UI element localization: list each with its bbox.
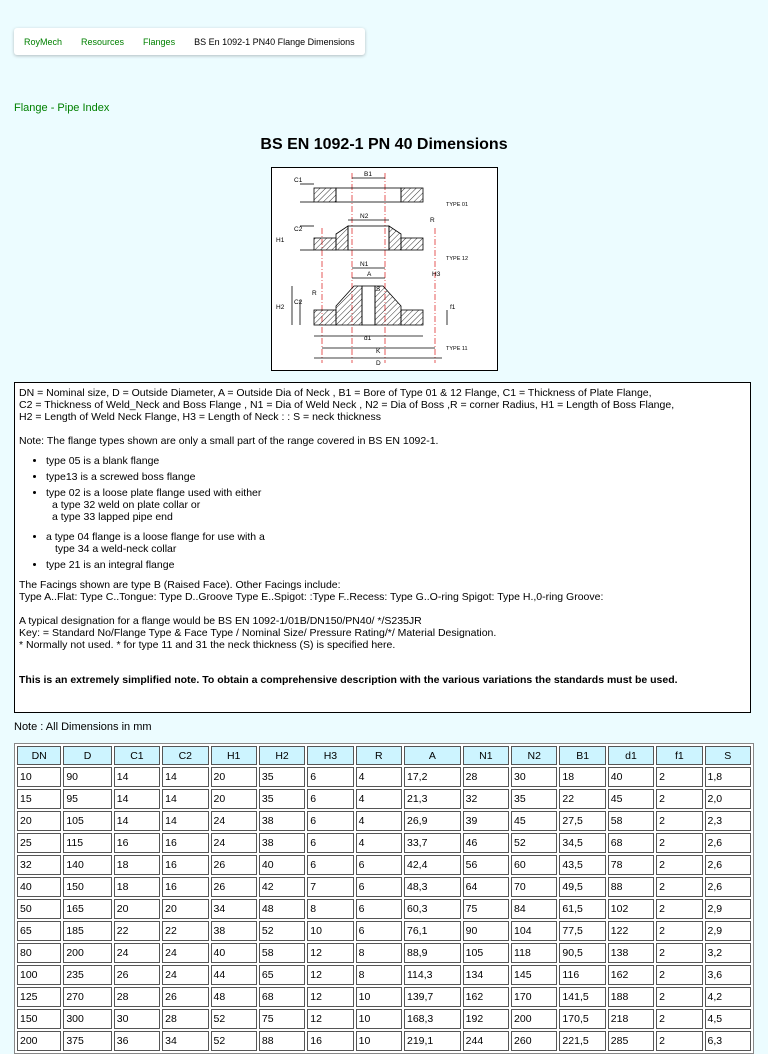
table-cell: 34	[162, 1031, 208, 1051]
table-cell: 42,4	[404, 855, 461, 875]
table-cell: 22	[114, 921, 160, 941]
table-cell: 2	[656, 833, 702, 853]
table-cell: 88	[259, 1031, 305, 1051]
table-cell: 35	[259, 767, 305, 787]
column-header: d1	[608, 746, 654, 765]
table-cell: 20	[211, 767, 257, 787]
table-cell: 40	[211, 943, 257, 963]
table-cell: 150	[63, 877, 111, 897]
dim-label-c2: C2	[294, 226, 303, 233]
table-row	[17, 1009, 751, 1029]
column-header: H3	[307, 746, 353, 765]
table-cell: 26	[114, 965, 160, 985]
table-cell: 105	[463, 943, 509, 963]
table-cell: 20	[211, 789, 257, 809]
table-cell: 2	[656, 943, 702, 963]
table-cell: 49,5	[559, 877, 605, 897]
table-cell: 8	[356, 943, 402, 963]
table-cell: 375	[63, 1031, 111, 1051]
table-cell: 80	[17, 943, 61, 963]
table-cell: 39	[463, 811, 509, 831]
dim-label-a: A	[367, 271, 372, 278]
dim-label-n2: N2	[360, 213, 369, 220]
dim-label-r: R	[430, 217, 435, 224]
column-header: H2	[259, 746, 305, 765]
table-cell: 58	[608, 811, 654, 831]
type-label-12: TYPE 12	[446, 256, 469, 262]
dim-label-h3: H3	[432, 271, 441, 278]
table-cell: 6,3	[705, 1031, 751, 1051]
table-cell: 45	[511, 811, 557, 831]
table-cell: 138	[608, 943, 654, 963]
table-cell: 8	[307, 899, 353, 919]
dim-label-r2: R	[312, 290, 317, 297]
table-cell: 115	[63, 833, 111, 853]
table-cell: 105	[63, 811, 111, 831]
table-cell: 6	[307, 833, 353, 853]
table-cell: 2	[656, 811, 702, 831]
table-cell: 95	[63, 789, 111, 809]
column-header: N2	[511, 746, 557, 765]
table-cell: 35	[259, 789, 305, 809]
table-cell: 6	[356, 877, 402, 897]
table-cell: 150	[17, 1009, 61, 1029]
column-header: B1	[559, 746, 605, 765]
table-cell: 61,5	[559, 899, 605, 919]
table-cell: 20	[162, 899, 208, 919]
facings-list: Type A..Flat: Type C..Tongue: Type D..Groove Type E..Spigot: :Type F..Recess: Type G..O-ring Spigot: Type H.,0-ring Groove:	[19, 591, 604, 603]
table-cell: 10	[307, 921, 353, 941]
table-cell: 170	[511, 987, 557, 1007]
table-cell: 185	[63, 921, 111, 941]
table-cell: 43,5	[559, 855, 605, 875]
table-cell: 12	[307, 943, 353, 963]
table-cell: 145	[511, 965, 557, 985]
table-cell: 2	[656, 767, 702, 787]
table-cell: 139,7	[404, 987, 461, 1007]
table-body	[17, 767, 751, 1051]
table-cell: 68	[259, 987, 305, 1007]
table-cell: 65	[259, 965, 305, 985]
table-cell: 33,7	[404, 833, 461, 853]
definition-line: DN = Nominal size, D = Outside Diameter, A = Outside Dia of Neck , B1 = Bore of Type 01 & 12 Flange, C1 = Thickness of Plate Flange,	[19, 387, 652, 399]
notes-panel	[14, 382, 751, 713]
table-cell: 10	[356, 1009, 402, 1029]
table-cell: 36	[114, 1031, 160, 1051]
table-cell: 221,5	[559, 1031, 605, 1051]
dim-label-b1: B1	[364, 171, 372, 178]
list-item: • a type 04 flange is a loose flange for use with a type 34 a weld-neck collar	[46, 531, 746, 555]
table-cell: 48	[259, 899, 305, 919]
table-cell: 32	[463, 789, 509, 809]
table-cell: 4	[356, 833, 402, 853]
table-cell: 125	[17, 987, 61, 1007]
table-cell: 114,3	[404, 965, 461, 985]
table-cell: 12	[307, 965, 353, 985]
table-cell: 2,6	[705, 833, 751, 853]
designation-key: Key: = Standard No/Flange Type & Face Type / Nominal Size/ Pressure Rating/*/ Material Designation.	[19, 627, 497, 639]
table-cell: 12	[307, 1009, 353, 1029]
column-header: N1	[463, 746, 509, 765]
table-cell: 25	[17, 833, 61, 853]
list-item: • type13 is a screwed boss flange	[46, 471, 746, 483]
table-cell: 141,5	[559, 987, 605, 1007]
table-cell: 2	[656, 1009, 702, 1029]
table-cell: 2	[656, 921, 702, 941]
table-row	[17, 921, 751, 941]
table-cell: 20	[114, 899, 160, 919]
table-row	[17, 987, 751, 1007]
table-cell: 14	[162, 789, 208, 809]
table-cell: 52	[259, 921, 305, 941]
table-row	[17, 877, 751, 897]
table-cell: 52	[511, 833, 557, 853]
table-cell: 30	[511, 767, 557, 787]
table-cell: 24	[211, 811, 257, 831]
table-cell: 14	[162, 811, 208, 831]
table-cell: 52	[211, 1031, 257, 1051]
table-cell: 26	[162, 987, 208, 1007]
table-cell: 40	[259, 855, 305, 875]
table-cell: 60	[511, 855, 557, 875]
table-cell: 48,3	[404, 877, 461, 897]
dim-label-c1: C1	[294, 177, 303, 184]
dim-label-h1: H1	[276, 237, 285, 244]
table-cell: 60,3	[404, 899, 461, 919]
table-cell: 16	[307, 1031, 353, 1051]
table-cell: 6	[307, 789, 353, 809]
table-row	[17, 789, 751, 809]
breadcrumb	[14, 28, 365, 55]
table-cell: 90,5	[559, 943, 605, 963]
dim-label-h2: H2	[276, 304, 285, 311]
dim-label-k: K	[376, 348, 381, 355]
table-cell: 35	[511, 789, 557, 809]
table-cell: 75	[463, 899, 509, 919]
table-row	[17, 833, 751, 853]
breadcrumb-current: BS En 1092-1 PN40 Flange Dimensions	[194, 36, 355, 47]
table-cell: 219,1	[404, 1031, 461, 1051]
table-cell: 24	[211, 833, 257, 853]
table-cell: 10	[356, 987, 402, 1007]
table-cell: 2	[656, 987, 702, 1007]
table-cell: 38	[259, 833, 305, 853]
table-cell: 42	[259, 877, 305, 897]
table-cell: 2	[656, 855, 702, 875]
table-cell: 4	[356, 811, 402, 831]
table-cell: 90	[463, 921, 509, 941]
table-cell: 45	[608, 789, 654, 809]
table-cell: 104	[511, 921, 557, 941]
table-cell: 285	[608, 1031, 654, 1051]
table-cell: 18	[114, 877, 160, 897]
table-cell: 26,9	[404, 811, 461, 831]
flange-drawing	[272, 168, 497, 370]
table-cell: 300	[63, 1009, 111, 1029]
table-row	[17, 899, 751, 919]
table-cell: 28	[162, 1009, 208, 1029]
units-note: Note : All Dimensions in mm	[14, 721, 152, 733]
table-cell: 22	[559, 789, 605, 809]
table-cell: 2,3	[705, 811, 751, 831]
column-header: DN	[17, 746, 61, 765]
table-cell: 52	[211, 1009, 257, 1029]
table-cell: 88,9	[404, 943, 461, 963]
table-cell: 162	[608, 965, 654, 985]
table-cell: 192	[463, 1009, 509, 1029]
table-cell: 40	[17, 877, 61, 897]
table-cell: 188	[608, 987, 654, 1007]
designation-text: A typical designation for a flange would be BS EN 1092-1/01B/DN150/PN40/ */S235JR	[19, 615, 422, 627]
table-row	[17, 965, 751, 985]
table-row	[17, 767, 751, 787]
table-cell: 4	[356, 767, 402, 787]
type-label-01: TYPE 01	[446, 202, 469, 208]
table-cell: 56	[463, 855, 509, 875]
column-header: S	[705, 746, 751, 765]
definition-line: H2 = Length of Weld Neck Flange, H3 = Length of Neck : : S = neck thickness	[19, 411, 381, 423]
table-cell: 32	[17, 855, 61, 875]
table-cell: 7	[307, 877, 353, 897]
table-cell: 58	[259, 943, 305, 963]
column-header: f1	[656, 746, 702, 765]
table-cell: 116	[559, 965, 605, 985]
scope-note: Note: The flange types shown are only a small part of the range covered in BS EN 1092-1.	[19, 435, 439, 447]
column-header: D	[63, 746, 111, 765]
table-cell: 28	[114, 987, 160, 1007]
dim-label-d1: d1	[364, 335, 372, 342]
breadcrumb-link-roymech[interactable]: RoyMech	[24, 36, 63, 47]
table-header-row	[17, 746, 751, 765]
table-row	[17, 811, 751, 831]
table-cell: 235	[63, 965, 111, 985]
table-cell: 64	[463, 877, 509, 897]
table-cell: 168,3	[404, 1009, 461, 1029]
list-item: • type 21 is an integral flange	[46, 559, 746, 571]
table-cell: 118	[511, 943, 557, 963]
table-cell: 30	[114, 1009, 160, 1029]
table-cell: 34,5	[559, 833, 605, 853]
table-cell: 70	[511, 877, 557, 897]
column-header: A	[404, 746, 461, 765]
table-cell: 6	[356, 899, 402, 919]
table-cell: 6	[307, 855, 353, 875]
table-cell: 2,9	[705, 899, 751, 919]
table-cell: 26	[211, 877, 257, 897]
table-cell: 12	[307, 987, 353, 1007]
table-cell: 10	[17, 767, 61, 787]
table-cell: 4,2	[705, 987, 751, 1007]
table-cell: 270	[63, 987, 111, 1007]
table-cell: 2	[656, 965, 702, 985]
table-cell: 6	[307, 811, 353, 831]
table-cell: 2	[656, 1031, 702, 1051]
table-cell: 1,8	[705, 767, 751, 787]
flange-types-list	[19, 455, 746, 523]
table-cell: 46	[463, 833, 509, 853]
dim-label-f1: f1	[450, 304, 456, 311]
table-row	[17, 1031, 751, 1051]
table-cell: 28	[463, 767, 509, 787]
table-cell: 200	[63, 943, 111, 963]
table-cell: 84	[511, 899, 557, 919]
table-cell: 162	[463, 987, 509, 1007]
table-cell: 200	[511, 1009, 557, 1029]
table-cell: 8	[356, 965, 402, 985]
list-item: • type 02 is a loose plate flange used with either a type 32 weld on plate collar or a type 33 lapped pipe end	[46, 487, 746, 523]
dim-label-d: D	[376, 360, 381, 367]
table-cell: 6	[356, 921, 402, 941]
table-cell: 22	[162, 921, 208, 941]
page-title: BS EN 1092-1 PN 40 Dimensions	[260, 136, 508, 153]
table-cell: 44	[211, 965, 257, 985]
table-cell: 100	[17, 965, 61, 985]
table-cell: 14	[162, 767, 208, 787]
table-cell: 2,6	[705, 877, 751, 897]
table-cell: 90	[63, 767, 111, 787]
table-cell: 260	[511, 1031, 557, 1051]
table-cell: 77,5	[559, 921, 605, 941]
table-cell: 6	[307, 767, 353, 787]
table-cell: 88	[608, 877, 654, 897]
column-header: R	[356, 746, 402, 765]
table-cell: 75	[259, 1009, 305, 1029]
table-cell: 14	[114, 789, 160, 809]
table-cell: 140	[63, 855, 111, 875]
table-cell: 68	[608, 833, 654, 853]
table-cell: 16	[114, 833, 160, 853]
table-cell: 14	[114, 767, 160, 787]
table-cell: 18	[559, 767, 605, 787]
breadcrumb-link-resources[interactable]: Resources	[81, 36, 125, 47]
table-cell: 18	[114, 855, 160, 875]
table-cell: 122	[608, 921, 654, 941]
flange-diagram	[271, 167, 498, 371]
table-cell: 170,5	[559, 1009, 605, 1029]
table-cell: 4	[356, 789, 402, 809]
table-cell: 38	[211, 921, 257, 941]
table-cell: 16	[162, 877, 208, 897]
table-cell: 2,0	[705, 789, 751, 809]
table-cell: 38	[259, 811, 305, 831]
table-cell: 24	[162, 965, 208, 985]
dimensions-table	[14, 743, 754, 1054]
table-cell: 65	[17, 921, 61, 941]
column-header: C2	[162, 746, 208, 765]
table-cell: 6	[356, 855, 402, 875]
breadcrumb-link-flanges[interactable]: Flanges	[143, 36, 176, 47]
table-cell: 34	[211, 899, 257, 919]
table-cell: 2	[656, 899, 702, 919]
table-cell: 244	[463, 1031, 509, 1051]
column-header: H1	[211, 746, 257, 765]
table-cell: 17,2	[404, 767, 461, 787]
flange-pipe-index-link[interactable]: Flange - Pipe Index	[14, 102, 110, 114]
table-cell: 10	[356, 1031, 402, 1051]
type-label-11: TYPE 11	[446, 346, 468, 352]
table-cell: 2	[656, 789, 702, 809]
table-row	[17, 855, 751, 875]
table-cell: 218	[608, 1009, 654, 1029]
table-cell: 14	[114, 811, 160, 831]
table-cell: 2,9	[705, 921, 751, 941]
table-cell: 24	[162, 943, 208, 963]
list-item: • type 05 is a blank flange	[46, 455, 746, 467]
dim-label-n1: N1	[360, 261, 369, 268]
simplified-note: This is an extremely simplified note. To obtain a comprehensive description with the various variations the standards must be used.	[19, 674, 678, 686]
table-cell: 20	[17, 811, 61, 831]
table-cell: 134	[463, 965, 509, 985]
table-cell: 165	[63, 899, 111, 919]
table-cell: 48	[211, 987, 257, 1007]
table-cell: 102	[608, 899, 654, 919]
table-row	[17, 943, 751, 963]
table-cell: 27,5	[559, 811, 605, 831]
table-cell: 50	[17, 899, 61, 919]
table-cell: 4,5	[705, 1009, 751, 1029]
table-cell: 21,3	[404, 789, 461, 809]
table-cell: 40	[608, 767, 654, 787]
table-cell: 2	[656, 877, 702, 897]
definition-line: C2 = Thickness of Weld_Neck and Boss Flange , N1 = Dia of Weld Neck , N2 = Dia of Boss ,R = corner Radius, H1 = Length of Boss Flange,	[19, 399, 675, 411]
table-cell: 3,2	[705, 943, 751, 963]
flange-types-list-2	[19, 531, 746, 571]
table-cell: 24	[114, 943, 160, 963]
table-cell: 15	[17, 789, 61, 809]
table-cell: 26	[211, 855, 257, 875]
table-cell: 200	[17, 1031, 61, 1051]
table-cell: 16	[162, 855, 208, 875]
dim-label-c2b: C2	[294, 299, 303, 306]
dim-label-s: S	[376, 286, 381, 293]
facings-text: The Facings shown are type B (Raised Face). Other Facings include:	[19, 579, 341, 591]
table-cell: 3,6	[705, 965, 751, 985]
table-cell: 16	[162, 833, 208, 853]
table-cell: 2,6	[705, 855, 751, 875]
designation-note: * Normally not used. * for type 11 and 31 the neck thickness (S) is specified here.	[19, 639, 396, 651]
column-header: C1	[114, 746, 160, 765]
table-cell: 78	[608, 855, 654, 875]
table-cell: 76,1	[404, 921, 461, 941]
